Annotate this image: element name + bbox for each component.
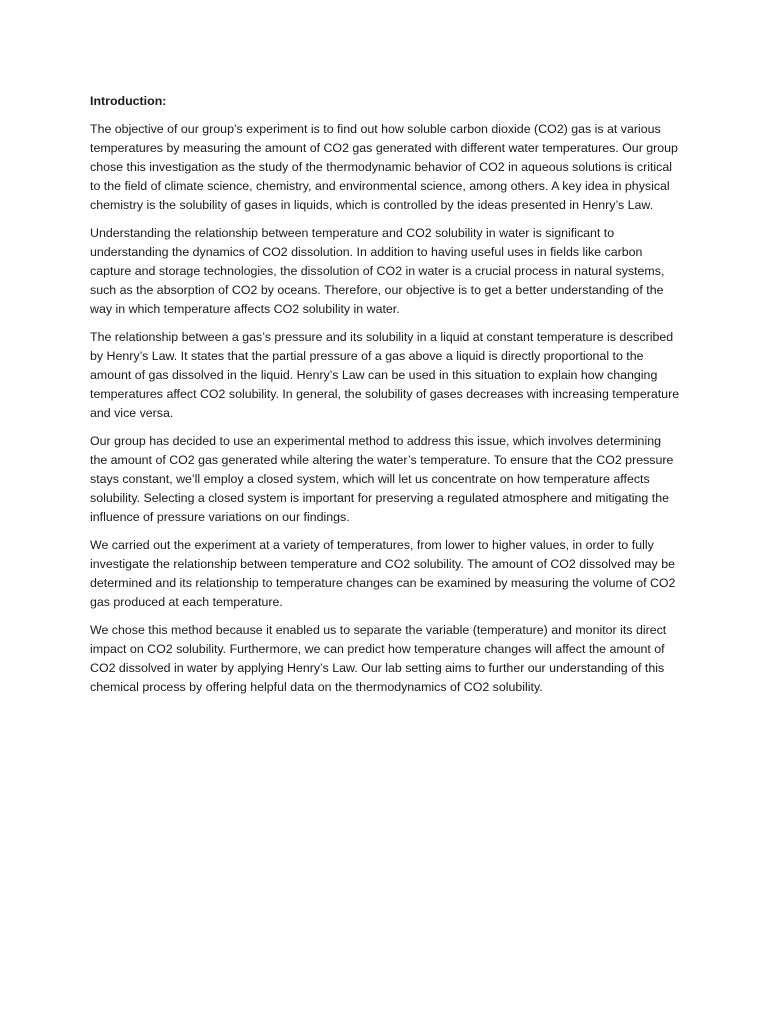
paragraph-procedure: We carried out the experiment at a variety of temperatures, from lower to higher values, in order to fully investigate the relationship between temperature and CO2 solubility. The amount of CO2 dissolved may be determined and its relationship to temperature changes can be examined by measuring the volume of CO2 gas produced at each temperature. [90, 538, 676, 609]
document-page [90, 92, 680, 706]
section-heading: Introduction: [90, 94, 167, 108]
paragraph-henrys-law: The relationship between a gas’s pressure and its solubility in a liquid at constant temperature is described by Henry’s Law. It states that the partial pressure of a gas above a liquid is directly proportional to the amount of gas dissolved in the liquid. Henry’s Law can be used in this situation to explain how changing temperatures affect CO2 solubility. In general, the solubility of gases decreases with increasing temperature and vice versa. [90, 330, 680, 420]
paragraph-method: Our group has decided to use an experimental method to address this issue, which involves determining the amount of CO2 gas generated while altering the water’s temperature. To ensure that the CO2 pressure stays constant, we’ll employ a closed system, which will let us concentrate on how temperature affects solubility. Selecting a closed system is important for preserving a regulated atmosphere and mitigating the influence of pressure variations on our findings. [90, 434, 674, 524]
paragraph-rationale: We chose this method because it enabled us to separate the variable (temperature) and monitor its direct impact on CO2 solubility. Furthermore, we can predict how temperature changes will affect the amount of CO2 dissolved in water by applying Henry’s Law. Our lab setting aims to further our understanding of this chemical process by offering helpful data on the thermodynamics of CO2 solubility. [90, 623, 667, 694]
paragraph-objective: The objective of our group’s experiment is to find out how soluble carbon dioxide (CO2) gas is at various temperatures by measuring the amount of CO2 gas generated with different water temperatures. Our group chose this investigation as the study of the thermodynamic behavior of CO2 in aqueous solutions is critical to the field of climate science, chemistry, and environmental science, among others. A key idea in physical chemistry is the solubility of gases in liquids, which is controlled by the ideas presented in Henry’s Law. [90, 122, 678, 212]
paragraph-significance: Understanding the relationship between temperature and CO2 solubility in water is significant to understanding the dynamics of CO2 dissolution. In addition to having useful uses in fields like carbon capture and storage technologies, the dissolution of CO2 in water is a crucial process in natural systems, such as the absorption of CO2 by oceans. Therefore, our objective is to get a better understanding of the way in which temperature affects CO2 solubility in water. [90, 226, 665, 316]
